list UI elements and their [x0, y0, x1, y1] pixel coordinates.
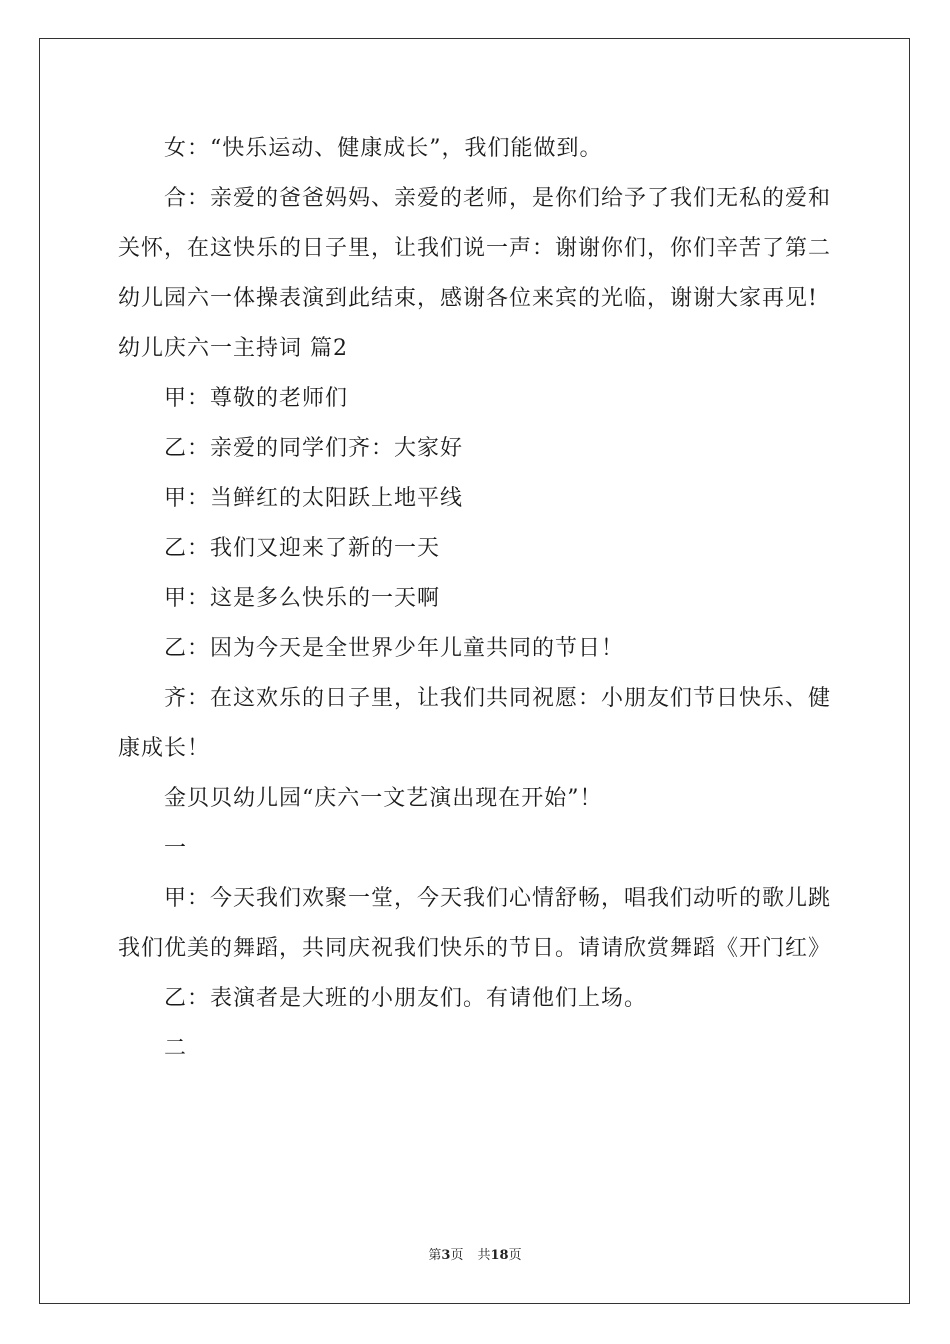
paragraph-14: 乙：表演者是大班的小朋友们。有请他们上场。: [164, 986, 648, 1011]
paragraph-8: 甲：这是多么快乐的一天啊: [164, 586, 441, 611]
page-footer: [0, 1246, 950, 1266]
paragraph-9: 乙：因为今天是全世界少年儿童共同的节日！: [164, 636, 625, 661]
page-total: 18: [490, 1248, 509, 1263]
paragraph-10: 齐：在这欢乐的日子里，让我们共同祝愿：小朋友们节日快乐、健康成长！: [118, 686, 832, 761]
page-suffix: 页: [450, 1248, 464, 1263]
paragraph-15: 二: [164, 1036, 188, 1061]
paragraph-6: 甲：当鲜红的太阳跃上地平线: [164, 486, 464, 511]
total-prefix: 共: [477, 1248, 491, 1263]
paragraph-5: 乙：亲爱的同学们齐：大家好: [164, 436, 464, 461]
paragraph-2: 合：亲爱的爸爸妈妈、亲爱的老师，是你们给予了我们无私的爱和关怀，在这快乐的日子里，让我们说一声：谢谢你们，你们辛苦了第二幼儿园六一体操表演到此结束，感谢各位来宾的光临，谢谢大家再见!: [118, 186, 832, 311]
paragraph-13: 甲：今天我们欢聚一堂，今天我们心情舒畅，唱我们动听的歌儿跳我们优美的舞蹈，共同庆祝我们快乐的节日。请请欣赏舞蹈《开门红》: [118, 886, 832, 961]
section-heading: 幼儿庆六一主持词 篇2: [118, 336, 348, 361]
paragraph-12: 一: [164, 836, 188, 861]
paragraph-1: 女：“快乐运动、健康成长”，我们能做到。: [164, 136, 603, 161]
paragraph-7: 乙：我们又迎来了新的一天: [164, 536, 441, 561]
total-suffix: 页: [508, 1248, 522, 1263]
paragraph-11: 金贝贝幼儿园“庆六一文艺演出现在开始”！: [164, 786, 603, 811]
document-body: [118, 124, 838, 1074]
paragraph-4: 甲：尊敬的老师们: [164, 386, 349, 411]
page-current: 3: [441, 1248, 451, 1263]
page-prefix: 第: [428, 1248, 442, 1263]
